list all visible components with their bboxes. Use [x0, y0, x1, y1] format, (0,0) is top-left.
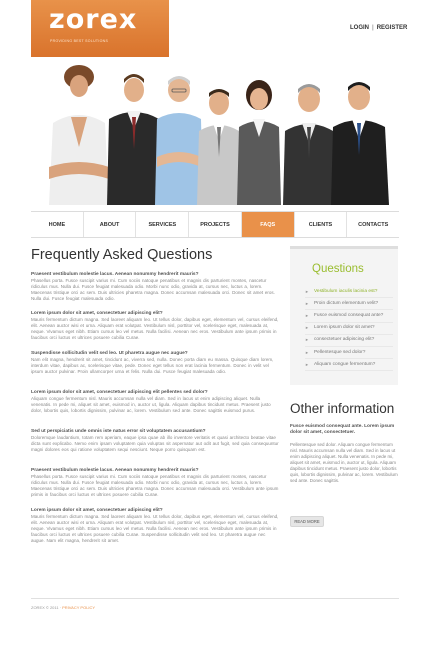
nav-projects[interactable]: PROJECTS — [189, 212, 242, 237]
sidebar-question-link[interactable] — [305, 347, 393, 359]
sidebar-question-link[interactable] — [305, 359, 393, 371]
other-info-subtitle: Fusce euismod consequat ante. Lorem ipsum dolor sit amet, consectetuer. — [290, 424, 395, 435]
login-link[interactable]: LOGIN — [350, 25, 369, 31]
sidebar-question-label: Lorem ipsum dolor sit amet? — [313, 325, 375, 331]
sidebar-question-label: Proin dictum elementum velit? — [313, 300, 379, 306]
nav-contacts[interactable]: CONTACTS — [358, 221, 389, 228]
other-info-text: Pellentesque sed dolor. Aliquam congue fermentum nisl. Mauris accumsan nulla vel diam. Sed in lacus ut enim adipiscing aliquet. Nulla venenatis. In pede mi, aliquet sit amet, euismod in, auctor ut, ligula. Aliquam dapibus tincidunt metus. Praesent justo dolor, lobortis quis, lobortis dignissim, pulvinar ac, lorem. Vestibulum sed ante. Donec sagittis. — [290, 442, 398, 483]
sidebar-question-list — [305, 286, 393, 371]
nav-services[interactable]: SERVICES — [136, 212, 189, 237]
faq-question: Lorem ipsum dolor sit amet, consectetuer adipiscing elit? — [31, 507, 163, 513]
arrow-right-icon: ► — [305, 325, 309, 331]
other-information — [290, 400, 398, 524]
nav-about[interactable]: ABOUT — [84, 212, 137, 237]
nav-faqs[interactable]: FAQS — [242, 212, 295, 237]
nav-clients[interactable]: CLIENTS — [295, 212, 348, 237]
faq-item — [31, 311, 279, 350]
faq-answer: Phasellus porta. Fusce suscipit varius mi. Cum sociis natoque penatibus et magnis dis parturient montes, nascetur ridiculus mus. Nulla dui. Fusce feugiat malesuada odio. Morbi nunc odio, gravida at, cursus nec, luctus a, lorem. Maecenas tristique orci ac sem. Duis ultricies pharetra magna. Donec accumsan malesuada orci. Donec sit amet eros. Nulla dui. Fusce feugiat malesuada odio. — [31, 278, 275, 301]
faq-item — [31, 351, 279, 390]
faq-item — [31, 272, 279, 311]
read-more-button[interactable]: READ MORE — [290, 516, 324, 527]
arrow-right-icon: ► — [305, 312, 309, 318]
logo[interactable] — [31, 0, 169, 57]
arrow-right-icon: ► — [305, 349, 309, 355]
sidebar-question-label: Fusce euismod consequat ante? — [313, 312, 384, 318]
logo-text: zorex — [49, 4, 138, 35]
footer-divider — [31, 598, 399, 599]
copyright: ZOREX © 2011 · — [31, 605, 61, 610]
faq-answer: Aliquam congue fermentum nisl. Mauris accumsan nulla vel diam. Sed in lacus ut enim adipiscing aliquet. Nulla venenatis. In pede mi, aliquet sit amet, euismod in, auctor ut, ligula. Aliquam dapibus tincidunt metus. Praesent justo dolor, lobortis quis, lobortis dignissim, pulvinar ac, lorem. Vestibulum sed ante. Donec sagittis euismod purus. — [31, 395, 271, 413]
page-title: Frequently Asked Questions — [31, 247, 213, 263]
faq-answer: Mauris fermentum dictum magna. Sed laoreet aliquam leo. Ut tellus dolor, dapibus eget, elementum vel, cursus eleifend, elit. Aenean auctor wisi et urna. Aliquam erat volutpat. Vestibulum nisl, porttitor vel, scelerisque eget, malesuada at, neque. Vivamus eget nibh. Etiam cursus leo vel metus. Nulla facilisi. Aenean nec eros. Vestibulum ante ipsum primis in faucibus orci luctus et ultrices posuere cubilia Curae. Suspendisse sollicitudin velit sed leo. Ut pharetra augue nec augue. Nam elit magna, hendrerit sit amet. — [31, 513, 279, 543]
register-link[interactable]: REGISTER — [376, 25, 408, 31]
faq-answer: Phasellus porta. Fusce suscipit varius mi. Cum sociis natoque penatibus et magnis dis parturient montes, nascetur ridiculus mus. Nulla dui. Fusce feugiat malesuada odio. Morbi nunc odio, gravida at, cursus nec, luctus a, lorem. Maecenas tristique orci ac sem. Duis ultricies pharetra magna. Donec accumsan malesuada orci. Vestibulum ante ipsum primis in faucibus orci luctus et ultrices posuere cubilia Curae. — [31, 474, 279, 498]
sidebar-question-link[interactable] — [305, 298, 393, 310]
faq-question: Lorem ipsum dolor sit amet, consectetuer adipiscing elit? — [31, 311, 163, 317]
main-nav — [31, 211, 399, 238]
hero-team-image — [31, 57, 399, 205]
faq-question: Praesent vestibulum molestie lacus. Aenean nonummy hendrerit mauris? — [31, 468, 199, 474]
privacy-policy-link[interactable]: PRIVACY POLICY — [62, 605, 96, 610]
sidebar-question-label: Aliquam congue fermentum? — [313, 361, 376, 367]
other-info-title: Other information — [290, 401, 395, 416]
faq-item — [31, 390, 279, 429]
faq-question: Praesent vestibulum molestie lacus. Aenean nonummy hendrerit mauris? — [31, 272, 199, 277]
sidebar-question-link[interactable] — [305, 323, 393, 335]
faq-item — [31, 468, 279, 507]
logo-tagline: PROVIDING BEST SOLUTIONS — [50, 39, 109, 43]
nav-home[interactable]: HOME — [31, 212, 84, 237]
faq-answer: Mauris fermentum dictum magna. Sed laoreet aliquam leo. Ut tellus dolor, dapibus eget, elementum vel, cursus eleifend, elit. Aenean auctor wisi et urna. Aliquam erat volutpat. Vestibulum nisl, porttitor vel, scelerisque eget, malesuada at, neque. Vivamus eget nibh. Etiam cursus leo vel metus. Nulla facilisi. Aenean nec eros. Vestibulum ante ipsum primis in faucibus orci luctus et ultrices posuere cubilia Curae. — [31, 317, 279, 341]
faq-item — [31, 508, 279, 547]
sidebar-question-label: consectetuer adipiscing elit? — [313, 337, 375, 343]
team-photo-illustration — [31, 57, 399, 205]
arrow-right-icon: ► — [305, 337, 309, 343]
faq-list — [31, 272, 279, 547]
faq-answer: Doloremque laudantium, totam rem aperiam, eaque ipsa quae ab illo inventore veritatis et quasi architecto beatae vitae dicta sunt explicabo. Nemo enim ipsam voluptatem quia voluptas sit aspernatur aut odit aut fugit, sed quia consequuntur magni dolores eos qui ratione voluptatem sequi nesciunt. Neque porro quisquam est. — [31, 435, 279, 453]
faq-question: Sed ut perspiciatis unde omnis iste natus error sit voluptatem accusantium? — [31, 429, 206, 435]
sidebar-question-link[interactable] — [305, 310, 393, 322]
account-links — [350, 25, 407, 31]
sidebar-title: Questions — [312, 263, 364, 275]
sidebar-question-link[interactable] — [305, 286, 393, 298]
sidebar-question-label: Vestibulum iaculis lacinia est? — [313, 288, 378, 294]
faq-item — [31, 429, 279, 468]
arrow-right-icon: ► — [305, 361, 309, 367]
sidebar-question-label: Pellentesque sed dolor? — [313, 349, 366, 355]
faq-section — [31, 246, 279, 547]
arrow-right-icon: ► — [305, 288, 309, 294]
footer — [31, 605, 95, 610]
faq-question: Suspendisse sollicitudin velit sed leo. Ut pharetra augue nec augue? — [31, 350, 188, 356]
sidebar-question-link[interactable] — [305, 335, 393, 347]
link-separator: | — [372, 25, 374, 31]
arrow-right-icon: ► — [305, 300, 309, 306]
faq-answer: Nam elit magna, hendrerit sit amet, tincidunt ac, viverra sed, nulla. Donec porta diam eu massa. Quisque diam lorem, interdum vitae, dapibus ac, scelerisque vitae, pede. Donec eget tellus non erat lacinia fermentum. Donec in velit vel ipsum auctor pulvinar. Proin ullamcorper urna et felis. Nulla dui. Fusce feugiat malesuada odio. — [31, 356, 274, 374]
questions-sidebar — [290, 246, 398, 385]
faq-question: Lorem ipsum dolor sit amet, consectetuer adipiscing elit pellentes sed dolor? — [31, 389, 208, 395]
